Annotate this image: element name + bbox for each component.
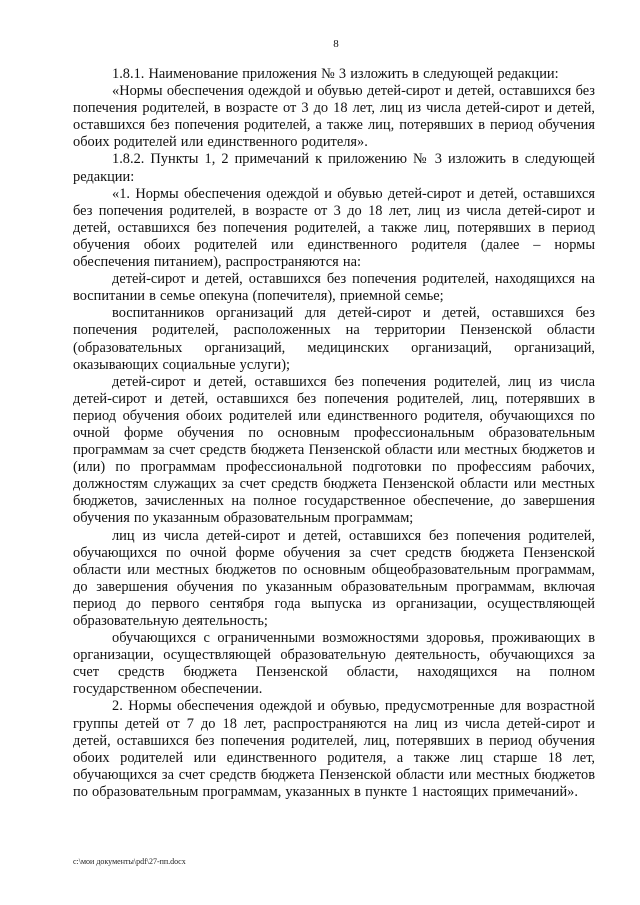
paragraph-foster-family: детей-сирот и детей, оставшихся без попечения родителей, находящихся на воспитании в семье опекуна (попечителя), приемной семье; (73, 271, 595, 305)
paragraph-1-8-1: 1.8.1. Наименование приложения № 3 изложить в следующей редакции: (112, 66, 559, 82)
paragraph-disabled-students: обучающихся с ограниченными возможностями здоровья, проживающих в организации, осуществляющей образовательную деятельность, обучающихся за счет средств бюджета Пензенской области, находящихся на полном государственном обеспечении. (73, 630, 595, 698)
paragraph-pupils-organizations: воспитанников организаций для детей-сирот и детей, оставшихся без попечения родителей, расположенных на территории Пензенской области (образовательных организаций, медицинских организаций, организаций, оказывающих социальные услуги); (73, 305, 595, 373)
paragraph-note-2: 2. Нормы обеспечения одеждой и обувью, предусмотренные для возрастной группы детей от 7 до 18 лет, распространяются на лиц из числа детей-сирот и детей, оставшихся без попечения родителей, лиц, потерявших в период обучения обоих родителей или единственного родителя, а также лиц старше 18 лет, обучающихся за счет средств бюджета Пензенской области или местных бюджетов по образовательным программам, указанных в пункте 1 настоящих примечаний». (73, 698, 595, 800)
paragraph-general-students: лиц из числа детей-сирот и детей, оставшихся без попечения родителей, обучающихся по очной форме обучения за счет средств бюджета Пензенской области или местных бюджетов по основным общеобразовательным программам, до завершения обучения по указанным образовательным программам, включая период до первого сентября года выпуска из организации, осуществляющей образовательную деятельность; (73, 527, 595, 629)
footer-file-path: c:\мои документы\pdf\27-пп.docx (73, 857, 186, 866)
document-body (73, 66, 595, 801)
paragraph-1-8-2: 1.8.2. Пункты 1, 2 примечаний к приложению № 3 изложить в следующей редакции: (73, 151, 595, 185)
paragraph-appendix-title: «Нормы обеспечения одеждой и обувью детей-сирот и детей, оставшихся без попечения родителей, в возрасте от 3 до 18 лет, лиц из числа детей-сирот и детей, оставшихся без попечения родителей, а также лиц, потерявших в период обучения обоих родителей или единственного родителя». (73, 83, 595, 151)
page-number: 8 (333, 38, 339, 50)
paragraph-professional-students: детей-сирот и детей, оставшихся без попечения родителей, лиц из числа детей-сирот и детей, оставшихся без попечения родителей, лиц, потерявших в период обучения обоих родителей или единственного родителя, обучающихся по очной форме обучения по основным профессиональным образовательным программам за счет средств бюджета Пензенской области или местных бюджетов и (или) по программам профессиональной подготовки по профессиям рабочих, должностям служащих за счет средств бюджета Пензенской области или местных бюджетов, зачисленных на полное государственное обеспечение, до завершения обучения по указанным образовательным программам; (73, 373, 595, 527)
paragraph-note-1: «1. Нормы обеспечения одеждой и обувью детей-сирот и детей, оставшихся без попечения родителей, в возрасте от 3 до 18 лет, лиц из числа детей-сирот и детей, оставшихся без попечения родителей, а также лиц, потерявших в период обучения обоих родителей или единственного родителя (далее – нормы обеспечения питанием), распространяются на: (73, 185, 595, 271)
